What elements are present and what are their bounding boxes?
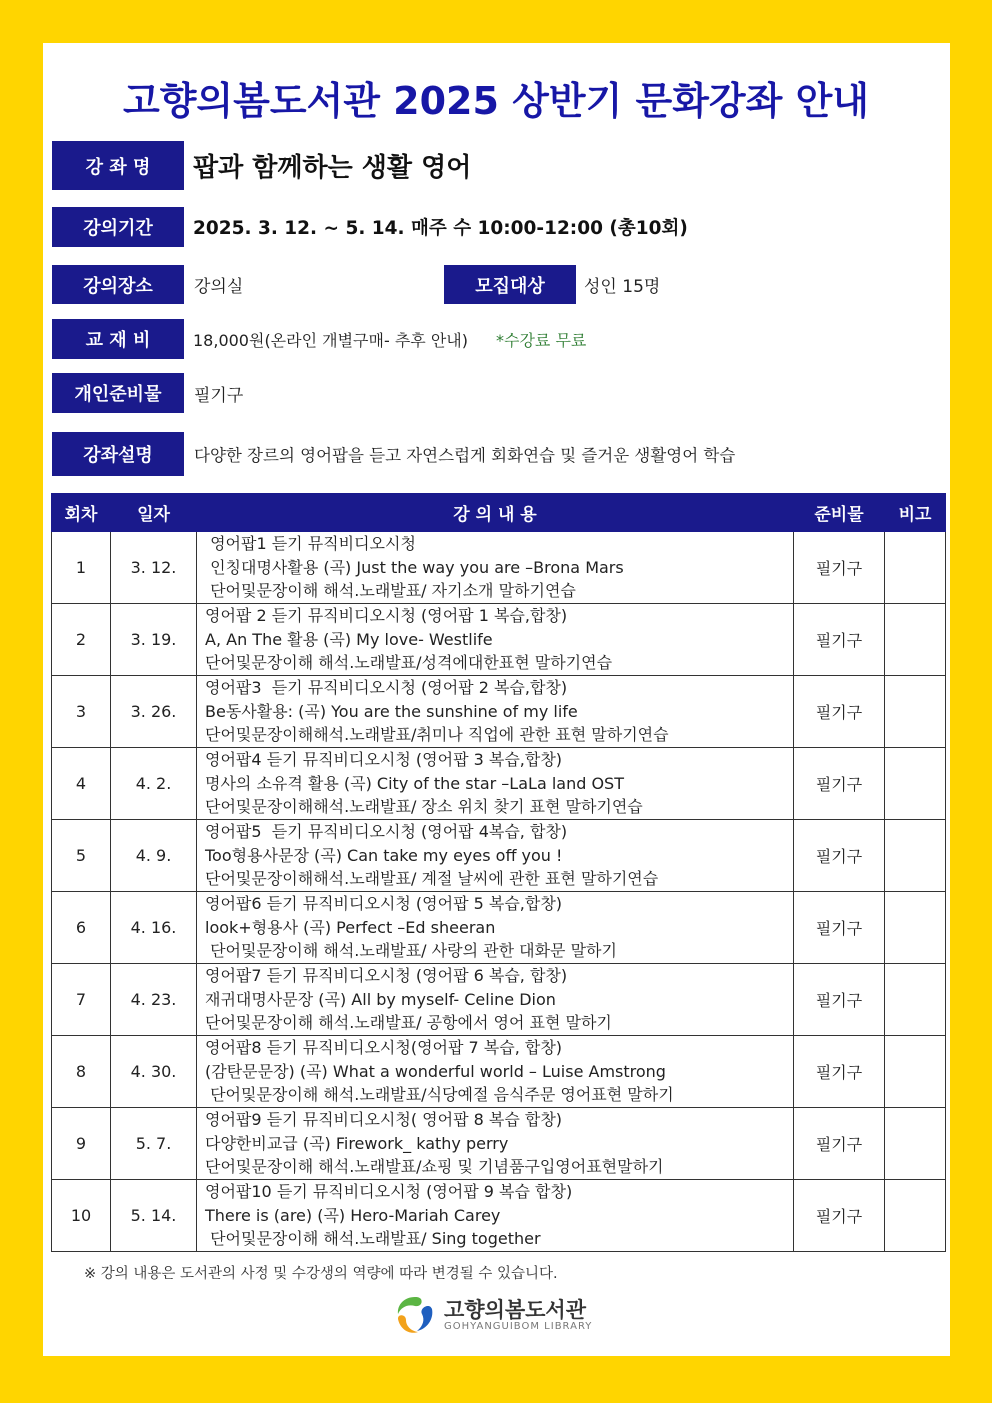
row-date: 4. 30.	[111, 1036, 197, 1108]
content-line: 영어팝10 듣기 뮤직비디오시청 (영어팝 9 복습 합창)	[205, 1182, 573, 1202]
content-line: 단어및문장이해 해석.노래발표/ 자기소개 말하기연습	[205, 581, 576, 601]
fee-row	[193, 319, 586, 359]
row-date: 3. 26.	[111, 676, 197, 748]
prep-label: 개인준비물	[52, 373, 184, 413]
row-date: 5. 14.	[111, 1180, 197, 1252]
table-row	[52, 1180, 946, 1252]
row-content	[197, 604, 794, 676]
content-line: 명사의 소유격 활용 (곡) City of the star –LaLa land OST	[205, 773, 624, 793]
period-value: 2025. 3. 12. ~ 5. 14. 매주 수 10:00-12:00 (총10회)	[193, 218, 688, 239]
content-line: There is (are) (곡) Hero-Mariah Carey	[205, 1205, 501, 1225]
row-note	[885, 604, 946, 676]
content-line: 인칭대명사활용 (곡) Just the way you are –Brona Mars	[205, 557, 624, 577]
desc-label: 강좌설명	[52, 432, 184, 476]
content-line: 단어및문장이해 해석.노래발표/쇼핑 및 기념품구입영어표현말하기	[205, 1157, 664, 1177]
row-number: 5	[52, 820, 111, 892]
row-date: 3. 12.	[111, 532, 197, 604]
table-header-row	[52, 494, 946, 532]
logo-subtitle: GOHYANGUIBOM LIBRARY	[444, 1320, 593, 1332]
table-row	[52, 892, 946, 964]
schedule-table	[51, 493, 946, 1252]
row-prep: 필기구	[794, 1036, 885, 1108]
row-prep: 필기구	[794, 1180, 885, 1252]
target-label: 모집대상	[444, 265, 576, 304]
row-date: 4. 2.	[111, 748, 197, 820]
row-prep: 필기구	[794, 964, 885, 1036]
row-content	[197, 532, 794, 604]
table-row	[52, 604, 946, 676]
table-row	[52, 964, 946, 1036]
row-date: 4. 9.	[111, 820, 197, 892]
library-logo-icon	[392, 1293, 438, 1337]
row-prep: 필기구	[794, 604, 885, 676]
row-note	[885, 964, 946, 1036]
place-value: 강의실	[194, 277, 244, 297]
row-date: 3. 19.	[111, 604, 197, 676]
row-note	[885, 1180, 946, 1252]
content-line: 단어및문장이해 해석.노래발표/ Sing together	[205, 1229, 541, 1249]
content-line: 영어팝3 듣기 뮤직비디오시청 (영어팝 2 복습,합창)	[205, 678, 568, 698]
row-number: 9	[52, 1108, 111, 1180]
page-title: 고향의봄도서관 2025 상반기 문화강좌 안내	[122, 79, 869, 123]
row-content	[197, 1036, 794, 1108]
row-prep: 필기구	[794, 1108, 885, 1180]
row-date: 4. 23.	[111, 964, 197, 1036]
prep-value: 필기구	[194, 385, 244, 406]
row-prep: 필기구	[794, 748, 885, 820]
content-line: 영어팝6 듣기 뮤직비디오시청 (영어팝 5 복습,합창)	[205, 894, 563, 914]
content-line: 단어및문장이해 해석.노래발표/식당예절 음식주문 영어표현 말하기	[205, 1085, 674, 1105]
content-line: 단어및문장이해 해석.노래발표/성격에대한표현 말하기연습	[205, 653, 613, 673]
content-line: 영어팝 2 듣기 뮤직비디오시청 (영어팝 1 복습,합창)	[205, 606, 568, 626]
row-note	[885, 676, 946, 748]
row-note	[885, 820, 946, 892]
row-note	[885, 748, 946, 820]
course-label: 강 좌 명	[52, 141, 184, 190]
content-line: 영어팝8 듣기 뮤직비디오시청(영어팝 7 복습, 합창)	[205, 1038, 563, 1058]
row-prep: 필기구	[794, 820, 885, 892]
table-row	[52, 1108, 946, 1180]
content-line: 영어팝1 듣기 뮤직비디오시청	[205, 534, 416, 554]
row-number: 4	[52, 748, 111, 820]
row-note	[885, 892, 946, 964]
row-number: 2	[52, 604, 111, 676]
content-line: 단어및문장이해 해석.노래발표/ 사랑의 관한 대화문 말하기	[205, 941, 617, 961]
row-note	[885, 1036, 946, 1108]
content-line: 영어팝7 듣기 뮤직비디오시청 (영어팝 6 복습, 합창)	[205, 966, 568, 986]
row-prep: 필기구	[794, 676, 885, 748]
content-line: 단어및문장이해해석.노래발표/ 계절 날씨에 관한 표현 말하기연습	[205, 869, 659, 889]
content-line: 단어및문장이해해석.노래발표/취미나 직업에 관한 표현 말하기연습	[205, 725, 669, 745]
target-value: 성인 15명	[584, 277, 661, 297]
header-date: 일자	[111, 494, 197, 532]
row-content	[197, 676, 794, 748]
content-line: 영어팝9 듣기 뮤직비디오시청( 영어팝 8 복습 합창)	[205, 1110, 563, 1130]
row-note	[885, 532, 946, 604]
content-line: 영어팝5 듣기 뮤직비디오시청 (영어팝 4복습, 합창)	[205, 822, 568, 842]
row-content	[197, 1180, 794, 1252]
schedule-body	[52, 532, 946, 1252]
row-note	[885, 1108, 946, 1180]
table-row	[52, 532, 946, 604]
row-number: 6	[52, 892, 111, 964]
table-row	[52, 748, 946, 820]
row-content	[197, 820, 794, 892]
period-label: 강의기간	[52, 207, 184, 247]
row-date: 4. 16.	[111, 892, 197, 964]
row-prep: 필기구	[794, 532, 885, 604]
fee-note: *수강료 무료	[495, 330, 587, 350]
header-no: 회차	[52, 494, 111, 532]
row-number: 8	[52, 1036, 111, 1108]
row-number: 1	[52, 532, 111, 604]
row-number: 3	[52, 676, 111, 748]
table-row	[52, 820, 946, 892]
content-line: Be동사활용: (곡) You are the sunshine of my life	[205, 701, 578, 721]
row-date: 5. 7.	[111, 1108, 197, 1180]
content-line: 영어팝4 듣기 뮤직비디오시청 (영어팝 3 복습,합창)	[205, 750, 563, 770]
content-line: Too형용사문장 (곡) Can take my eyes off you !	[205, 845, 563, 865]
content-line: A, An The 활용 (곡) My love- Westlife	[205, 629, 493, 649]
logo-name: 고향의봄도서관	[444, 1297, 587, 1322]
content-line: (감탄문문장) (곡) What a wonderful world – Luise Amstrong	[205, 1061, 666, 1081]
library-logo	[392, 1290, 592, 1340]
table-row	[52, 676, 946, 748]
fee-label: 교 재 비	[52, 319, 184, 359]
content-line: 다양한비교급 (곡) Firework_ kathy perry	[205, 1133, 509, 1153]
content-line: look+형용사 (곡) Perfect –Ed sheeran	[205, 917, 496, 937]
row-content	[197, 748, 794, 820]
row-number: 7	[52, 964, 111, 1036]
fee-value: 18,000원(온라인 개별구매- 추후 안내)	[193, 330, 468, 350]
table-row	[52, 1036, 946, 1108]
content-line: 단어및문장이해해석.노래발표/ 장소 위치 찾기 표현 말하기연습	[205, 797, 643, 817]
course-value: 팝과 함께하는 생활 영어	[193, 153, 472, 183]
content-line: 단어및문장이해 해석.노래발표/ 공항에서 영어 표현 말하기	[205, 1013, 612, 1033]
row-number: 10	[52, 1180, 111, 1252]
row-content	[197, 892, 794, 964]
content-line: 재귀대명사문장 (곡) All by myself- Celine Dion	[205, 989, 556, 1009]
header-content: 강 의 내 용	[197, 494, 794, 532]
header-prep: 준비물	[794, 494, 885, 532]
row-content	[197, 1108, 794, 1180]
desc-value: 다양한 장르의 영어팝을 듣고 자연스럽게 회화연습 및 즐거운 생활영어 학습	[194, 446, 736, 465]
place-label: 강의장소	[52, 265, 184, 304]
row-content	[197, 964, 794, 1036]
header-note: 비고	[885, 494, 946, 532]
footer-note: ※ 강의 내용은 도서관의 사정 및 수강생의 역량에 따라 변경될 수 있습니다.	[84, 1266, 558, 1282]
row-prep: 필기구	[794, 892, 885, 964]
